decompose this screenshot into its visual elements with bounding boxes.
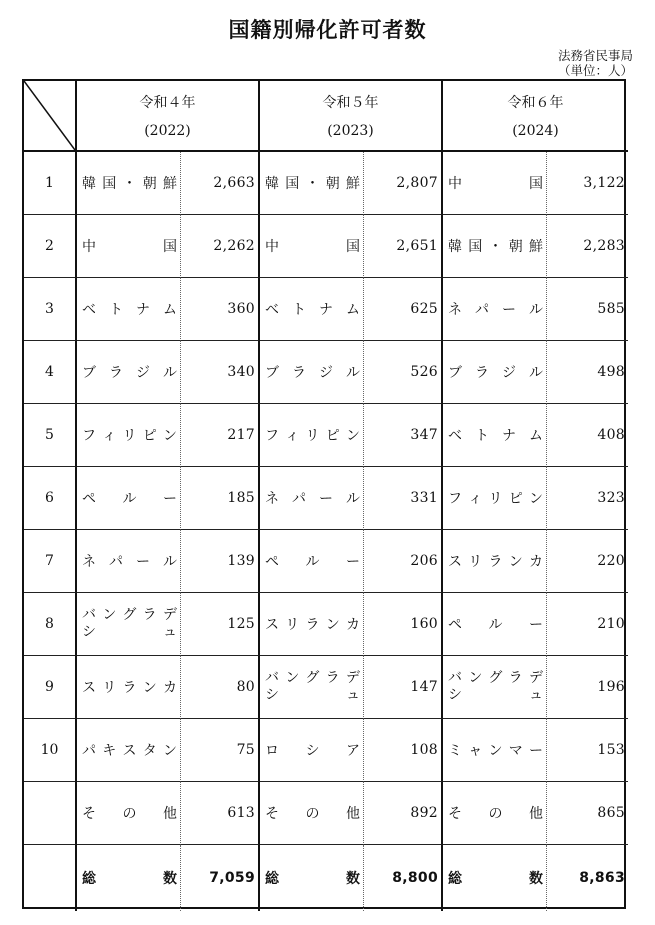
country-cell: [260, 341, 364, 404]
country-cell: [77, 593, 181, 656]
total-value: 8,863: [579, 870, 625, 886]
count-value: 153: [547, 719, 628, 782]
country-name: ネ パ ー ル: [82, 554, 177, 570]
country-name: そ の 他: [265, 806, 360, 822]
country-name: ス リ ラ ン カ: [82, 680, 177, 696]
count-value: 147: [364, 656, 443, 719]
country-name: 韓 国 ・ 朝 鮮: [448, 239, 543, 255]
country-cell: [443, 152, 547, 215]
country-cell: [77, 152, 181, 215]
year-label: 令和４年: [139, 95, 196, 111]
count-value: 625: [364, 278, 443, 341]
year-western: (2024): [512, 123, 559, 139]
country-cell: [443, 656, 547, 719]
rank-cell: [24, 782, 77, 845]
count-value: 206: [364, 530, 443, 593]
country-cell: [77, 656, 181, 719]
country-name: ス リ ラ ン カ: [448, 554, 543, 570]
country-name: ミ ャ ン マ ー: [448, 743, 543, 759]
rank-cell: 1: [24, 152, 77, 215]
year-western: (2023): [327, 123, 374, 139]
country-name: ベ ト ナ ム: [265, 302, 360, 318]
count-value: 210: [547, 593, 628, 656]
rank-cell: 7: [24, 530, 77, 593]
country-name: ス リ ラ ン カ: [265, 617, 360, 633]
count-value: 865: [547, 782, 628, 845]
country-cell: [77, 782, 181, 845]
country-name: 中 国: [448, 176, 543, 192]
country-cell: [443, 467, 547, 530]
corner-cell: [24, 81, 77, 152]
diagonal-line: [24, 81, 75, 150]
year-label: 令和５年: [322, 95, 379, 111]
count-value: 498: [547, 341, 628, 404]
country-cell: [77, 719, 181, 782]
count-value: 80: [181, 656, 260, 719]
count-value: 160: [364, 593, 443, 656]
country-cell: [77, 467, 181, 530]
country-cell: [443, 341, 547, 404]
rank-cell-total: [24, 845, 77, 911]
country-cell: [77, 215, 181, 278]
country-cell: [260, 593, 364, 656]
country-name: ブ ラ ジ ル: [82, 365, 177, 381]
count-value: 613: [181, 782, 260, 845]
country-name: フ ィ リ ピ ン: [82, 428, 177, 444]
count-value: 125: [181, 593, 260, 656]
count-value: 408: [547, 404, 628, 467]
country-cell: [260, 404, 364, 467]
country-cell: [260, 656, 364, 719]
country-name: ベ ト ナ ム: [82, 302, 177, 318]
year-header-2022: [77, 81, 260, 152]
country-cell: [77, 845, 181, 911]
naturalization-table: [22, 79, 626, 909]
country-name: そ の 他: [448, 806, 543, 822]
count-value: 585: [547, 278, 628, 341]
country-name: フ ィ リ ピ ン: [448, 491, 543, 507]
count-value: 3,122: [547, 152, 628, 215]
country-cell: [443, 278, 547, 341]
count-value: 2,663: [181, 152, 260, 215]
count-value: 185: [181, 467, 260, 530]
rank-cell: 2: [24, 215, 77, 278]
count-value: 347: [364, 404, 443, 467]
count-value: 340: [181, 341, 260, 404]
country-name: 総 数: [265, 871, 360, 887]
count-value: 331: [364, 467, 443, 530]
count-value: 323: [547, 467, 628, 530]
country-cell: [443, 782, 547, 845]
country-name: バングラデ シ ュ: [82, 607, 177, 640]
rank-cell: 5: [24, 404, 77, 467]
count-value: 892: [364, 782, 443, 845]
country-name: バングラデ シ ュ: [448, 670, 543, 703]
count-value: 360: [181, 278, 260, 341]
rank-cell: 4: [24, 341, 77, 404]
country-name: フ ィ リ ピ ン: [265, 428, 360, 444]
rank-cell: 10: [24, 719, 77, 782]
year-western: (2022): [144, 123, 191, 139]
count-value: 526: [364, 341, 443, 404]
country-name: パ キ ス タ ン: [82, 743, 177, 759]
count-value: 196: [547, 656, 628, 719]
country-cell: [77, 278, 181, 341]
rank-cell: 6: [24, 467, 77, 530]
count-value: 220: [547, 530, 628, 593]
count-value: 108: [364, 719, 443, 782]
country-cell: [260, 782, 364, 845]
country-cell: [77, 530, 181, 593]
country-name: ペ ル ー: [82, 491, 177, 507]
count-value: 2,651: [364, 215, 443, 278]
count-value: 2,807: [364, 152, 443, 215]
total-value: 7,059: [181, 845, 260, 911]
country-cell: [77, 404, 181, 467]
country-name: ネ パ ー ル: [265, 491, 360, 507]
count-value: 75: [181, 719, 260, 782]
country-name: そ の 他: [82, 806, 177, 822]
country-name: ペ ル ー: [448, 617, 543, 633]
total-value: 8,800: [364, 845, 443, 911]
country-cell: [443, 404, 547, 467]
country-cell: [260, 215, 364, 278]
country-name: ペ ル ー: [265, 554, 360, 570]
country-cell: [443, 593, 547, 656]
country-name: 韓 国 ・ 朝 鮮: [265, 176, 360, 192]
country-name: ベ ト ナ ム: [448, 428, 543, 444]
country-cell: [77, 341, 181, 404]
source-note: [558, 48, 633, 78]
count-value: 2,262: [181, 215, 260, 278]
country-cell: [260, 845, 364, 911]
country-name: ロ シ ア: [265, 743, 360, 759]
year-header-2024: [443, 81, 628, 152]
count-value: 139: [181, 530, 260, 593]
source-label: 法務省民事局: [557, 48, 633, 63]
country-name: 総 数: [82, 871, 177, 887]
year-label: 令和６年: [507, 95, 564, 111]
country-cell: [260, 467, 364, 530]
rank-cell: 8: [24, 593, 77, 656]
country-cell: [260, 278, 364, 341]
page-title: 国籍別帰化許可者数: [228, 18, 427, 42]
country-cell: [443, 845, 547, 911]
country-name: 中 国: [265, 239, 360, 255]
count-value: 2,283: [547, 215, 628, 278]
country-name: バングラデ シ ュ: [265, 670, 360, 703]
country-cell: [260, 530, 364, 593]
country-cell: [443, 215, 547, 278]
year-header-2023: [260, 81, 443, 152]
rank-cell: 3: [24, 278, 77, 341]
unit-label: （単位：人）: [557, 63, 633, 78]
country-cell: [443, 719, 547, 782]
country-name: 総 数: [448, 871, 543, 887]
rank-cell: 9: [24, 656, 77, 719]
country-cell: [443, 530, 547, 593]
count-value: 217: [181, 404, 260, 467]
country-name: ブ ラ ジ ル: [448, 365, 543, 381]
country-name: 中 国: [82, 239, 177, 255]
country-name: 韓 国 ・ 朝 鮮: [82, 176, 177, 192]
country-cell: [260, 152, 364, 215]
country-cell: [260, 719, 364, 782]
country-name: ブ ラ ジ ル: [265, 365, 360, 381]
country-name: ネ パ ー ル: [448, 302, 543, 318]
